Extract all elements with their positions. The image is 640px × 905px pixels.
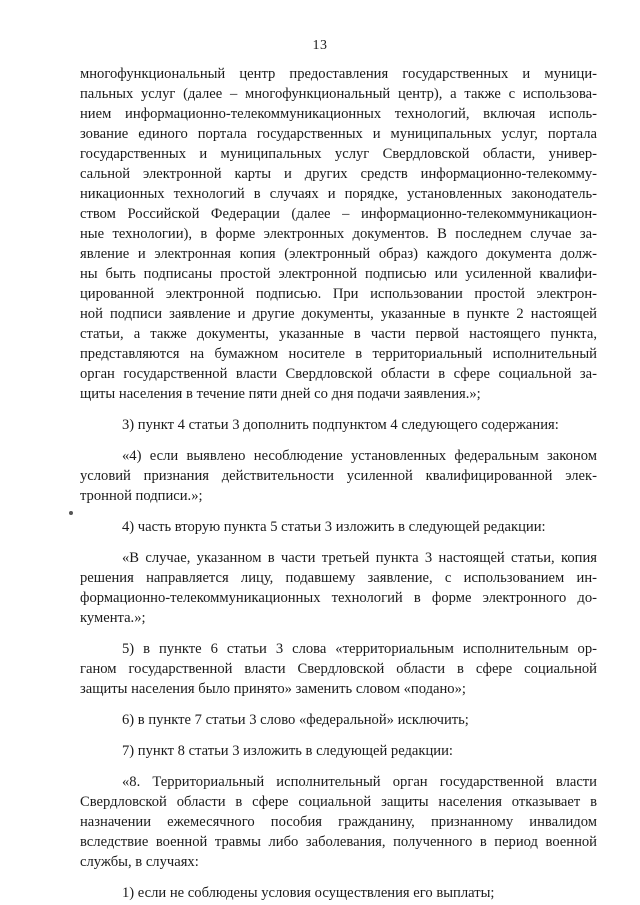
text-line: явление и электронная копия (электронный образ) каждого документа долж- — [80, 246, 597, 262]
text-line: решения направляется лицу, подавшему заявление, с использованием ин- — [80, 570, 597, 586]
document-body — [80, 64, 597, 903]
text-line: 3) пункт 4 статьи 3 дополнить подпунктом 4 следующего содержания: — [122, 417, 559, 433]
text-line: ны быть подписаны простой электронной подписью или усиленной квалифи- — [80, 266, 597, 282]
paragraph-gap — [80, 506, 597, 517]
text-line: ной подписи заявление и другие документы, указанные в пункте 2 настоящей — [80, 306, 597, 322]
page-number: 13 — [312, 38, 328, 53]
text-line: щиты населения в течение пяти дней со дня подачи заявления.»; — [80, 386, 481, 402]
paragraph-gap — [80, 404, 597, 415]
text-line: вследствие военной травмы либо заболевания, полученного в период военной — [80, 834, 597, 850]
text-line: условий признания действительности усиленной квалифицированной элек- — [80, 468, 597, 484]
paragraph — [80, 710, 597, 730]
text-line: ные технологии), в форме электронных документов. В последнем случае за- — [80, 226, 597, 242]
paragraph — [80, 548, 597, 628]
paragraph-gap — [80, 730, 597, 741]
paragraph — [80, 64, 597, 404]
text-line: орган государственной власти Свердловской области в сфере социальной за- — [80, 366, 597, 382]
text-line: службы, в случаях: — [80, 854, 199, 870]
text-line: формационно-телекоммуникационных технологий в форме электронного до- — [80, 590, 597, 606]
text-line: ством Российской Федерации (далее – информационно-телекоммуникацион- — [80, 206, 597, 222]
text-line: тронной подписи.»; — [80, 488, 203, 504]
text-line: статьи, а также документы, указанные в части первой настоящего пункта, — [80, 326, 597, 342]
text-line: цированной электронной подписью. При использовании простой электрон- — [80, 286, 597, 302]
paragraph — [80, 772, 597, 872]
text-line: «4) если выявлено несоблюдение установленных федеральным законом — [122, 448, 597, 464]
scan-mark — [69, 511, 73, 515]
text-line: никационных технологий в случаях и порядке, установленных законодатель- — [80, 186, 597, 202]
text-line: 7) пункт 8 статьи 3 изложить в следующей редакции: — [122, 743, 453, 759]
paragraph — [80, 741, 597, 761]
text-line: 6) в пункте 7 статьи 3 слово «федеральной» исключить; — [122, 712, 469, 728]
paragraph-gap — [80, 537, 597, 548]
text-line: 4) часть вторую пункта 5 статьи 3 изложить в следующей редакции: — [122, 519, 546, 535]
paragraph-gap — [80, 761, 597, 772]
text-line: зование единого портала государственных и муниципальных услуг, портала — [80, 126, 597, 142]
text-line: представляются на бумажном носителе в территориальный исполнительный — [80, 346, 597, 362]
text-line: 1) если не соблюдены условия осуществления его выплаты; — [122, 885, 495, 901]
text-line: государственных и муниципальных услуг Свердловской области, универ- — [80, 146, 597, 162]
paragraph — [80, 446, 597, 506]
paragraph — [80, 415, 597, 435]
paragraph-gap — [80, 435, 597, 446]
paragraph-gap — [80, 699, 597, 710]
paragraph-gap — [80, 628, 597, 639]
paragraph — [80, 517, 597, 537]
text-line: «В случае, указанном в части третьей пункта 3 настоящей статьи, копия — [122, 550, 597, 566]
paragraph — [80, 883, 597, 903]
text-line: ганом государственной власти Свердловской области в сфере социальной — [80, 661, 597, 677]
text-line: нием информационно-телекоммуникационных технологий, включая исполь- — [80, 106, 597, 122]
text-line: «8. Территориальный исполнительный орган государственной власти — [122, 774, 597, 790]
paragraph — [80, 639, 597, 699]
text-line: защиты населения было принято» заменить словом «подано»; — [80, 681, 466, 697]
text-line: Свердловской области в сфере социальной защиты населения отказывает в — [80, 794, 597, 810]
paragraph-gap — [80, 872, 597, 883]
text-line: многофункциональный центр предоставления государственных и муници- — [80, 66, 597, 82]
text-line: назначении ежемесячного пособия гражданину, признанному инвалидом — [80, 814, 597, 830]
text-line: сальной электронной карты и других средств информационно-телекомму- — [80, 166, 597, 182]
text-line: кумента.»; — [80, 610, 146, 626]
text-line: 5) в пункте 6 статьи 3 слова «территориальным исполнительным ор- — [122, 641, 597, 657]
text-line: пальных услуг (далее – многофункциональный центр), а также с использова- — [80, 86, 597, 102]
